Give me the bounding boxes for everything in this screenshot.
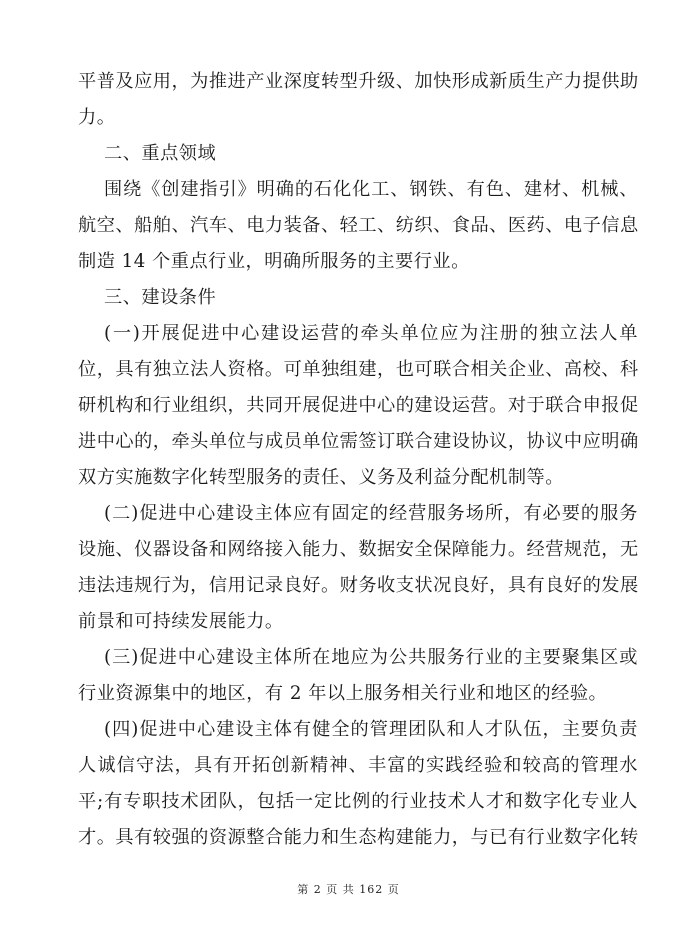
paragraph-line: 制造 14 个重点行业，明确所服务的主要行业。 (78, 251, 470, 272)
paragraph-line: 设施、仪器设备和网络接入能力、数据安全保障能力。经营规范，无 (78, 539, 639, 560)
paragraph-line: (四)促进中心建设主体有健全的管理团队和人才队伍，主要负责 (104, 719, 638, 740)
paragraph-line: 双方实施数字化转型服务的责任、义务及利益分配机制等。 (78, 467, 564, 488)
paragraph-line: (二)促进中心建设主体应有固定的经营服务场所，有必要的服务 (104, 503, 638, 524)
paragraph-line: (三)促进中心建设主体所在地应为公共服务行业的主要聚集区或 (104, 647, 638, 668)
paragraph-line: 违法违规行为，信用记录良好。财务收支状况良好，具有良好的发展 (78, 575, 639, 596)
paragraph-line: 航空、船舶、汽车、电力装备、轻工、纺织、食品、医药、电子信息 (78, 215, 639, 236)
paragraph-line: 前景和可持续发展能力。 (78, 611, 284, 632)
section-heading: 二、重点领域 (104, 143, 217, 164)
section-heading: 三、建设条件 (104, 287, 217, 308)
paragraph-line: 平;有专职技术团队，包括一定比例的行业技术人才和数字化专业人 (78, 791, 638, 812)
paragraph-line: 才。具有较强的资源整合能力和生态构建能力，与已有行业数字化转 (78, 827, 639, 848)
paragraph-line: 行业资源集中的地区，有 2 年以上服务相关行业和地区的经验。 (78, 683, 608, 704)
paragraph-line: 位，具有独立法人资格。可单独组建，也可联合相关企业、高校、科 (78, 359, 639, 380)
paragraph-line: 研机构和行业组织，共同开展促进中心的建设运营。对于联合申报促 (78, 395, 639, 416)
paragraph-line: 进中心的，牵头单位与成员单位需签订联合建设协议，协议中应明确 (78, 431, 639, 452)
paragraph-line: 平普及应用，为推进产业深度转型升级、加快形成新质生产力提供助 (78, 71, 639, 92)
paragraph-line: (一)开展促进中心建设运营的牵头单位应为注册的独立法人单 (104, 323, 638, 344)
paragraph-line: 人诚信守法，具有开拓创新精神、丰富的实践经验和较高的管理水 (78, 755, 638, 776)
paragraph-line: 力。 (78, 107, 116, 128)
page-number-footer: 第 2 页 共 162 页 (297, 883, 400, 896)
paragraph-line: 围绕《创建指引》明确的石化化工、钢铁、有色、建材、机械、 (104, 179, 638, 200)
